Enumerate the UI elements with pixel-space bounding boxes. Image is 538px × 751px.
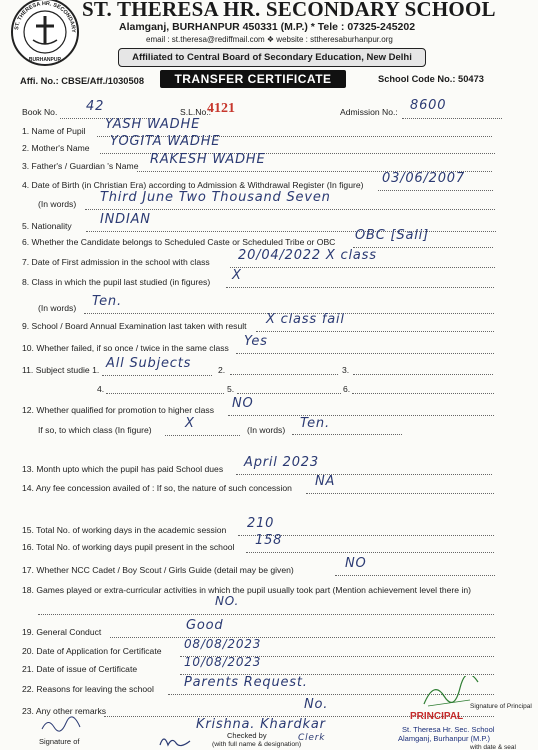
field-label: 19. General Conduct — [22, 627, 102, 637]
field-value: 10/08/2023 — [184, 655, 262, 669]
field-label: 22. Reasons for leaving the school — [22, 684, 154, 694]
school-contact: email : st.theresa@rediffmail.com ❖ website : sttheresaburhanpur.org — [146, 35, 393, 44]
promotion-in-words-label: (In words) — [247, 425, 286, 435]
field-value: Ten. — [92, 294, 122, 309]
field-value: YASH WADHE — [105, 117, 201, 132]
school-seal-logo — [9, 0, 81, 68]
promotion-in-words-value: Ten. — [300, 416, 330, 431]
field-label: 10. Whether failed, if so once / twice in the same class — [22, 343, 229, 353]
school-address: Alamganj, BURHANPUR 450331 (M.P.) * Tele : 07325-245202 — [119, 21, 416, 33]
field-value: Good — [186, 618, 224, 633]
field-value: RAKESH WADHE — [150, 152, 266, 167]
field-value: NA — [315, 474, 336, 489]
subject-2-label: 2. — [218, 365, 226, 375]
field-label: 15. Total No. of working days in the academic session — [22, 525, 227, 535]
subject-3-label: 3. — [342, 365, 350, 375]
subject-6-label: 6. — [343, 384, 351, 394]
field-value: April 2023 — [244, 455, 319, 470]
field-value: 20/04/2022 X class — [238, 248, 377, 263]
checker-name: Krishna. Khardkar — [196, 717, 326, 732]
field-value: X class fail — [266, 312, 345, 327]
field-label: 11. Subject studie 1. — [22, 365, 100, 375]
field-label: 1. Name of Pupil — [22, 126, 86, 136]
field-value: X — [185, 416, 195, 431]
field-label: 13. Month upto which the pupil has paid School dues — [22, 464, 224, 474]
field-value: NO. — [215, 594, 240, 608]
class-teacher-signature — [40, 715, 84, 735]
field-value: NO — [345, 556, 367, 571]
field-value: INDIAN — [100, 212, 151, 227]
principal-label: PRINCIPAL — [410, 711, 464, 722]
field-label: 6. Whether the Candidate belongs to Scheduled Caste or Scheduled Tribe or OBC — [22, 237, 336, 247]
field-value: Third June Two Thousand Seven — [100, 190, 331, 205]
field-value: NO — [232, 396, 254, 411]
field-label: If so, to which class (In figure) — [38, 425, 152, 435]
field-label: 2. Mother's Name — [22, 143, 90, 153]
date-seal-note: with date & seal — [470, 744, 516, 751]
field-value: 03/06/2007 — [382, 171, 465, 186]
field-label: 9. School / Board Annual Examination last taken with result — [22, 321, 247, 331]
field-value: YOGITA WADHE — [110, 134, 221, 149]
field-value: No. — [304, 697, 329, 712]
field-value: 158 — [255, 533, 283, 548]
field-label: 23. Any other remarks — [22, 706, 107, 716]
affiliation-board: Affiliated to Central Board of Secondary Education, New Delhi — [118, 48, 426, 67]
field-label: 8. Class in which the pupil last studied (in figures) — [22, 277, 211, 287]
field-label: 17. Whether NCC Cadet / Boy Scout / Girls Guide (detail may be given) — [22, 565, 294, 575]
book-no-label: Book No. — [22, 107, 58, 117]
field-label: 7. Date of First admission in the school with class — [22, 257, 210, 267]
school-name: ST. THERESA HR. SECONDARY SCHOOL — [82, 0, 496, 21]
subject-5-label: 5. — [227, 384, 235, 394]
checked-by-label: Checked by — [227, 731, 267, 740]
full-name-note: (with full name & designation) — [212, 741, 302, 748]
field-value: OBC [Sali] — [355, 228, 429, 243]
field-value: All Subjects — [106, 356, 192, 371]
field-label: 12. Whether qualified for promotion to higher class — [22, 405, 215, 415]
admission-no-label: Admission No.: — [340, 107, 398, 117]
subject-4-label: 4. — [97, 384, 105, 394]
admission-no-value: 8600 — [410, 98, 447, 113]
signature-of-label: Signature of — [39, 737, 80, 746]
principal-signature-label: Signature of Principal — [470, 703, 532, 710]
field-value: 210 — [247, 516, 275, 531]
affiliation-number: Affi. No.: CBSE/Aff./1030508 — [20, 76, 144, 86]
sl-no-value: 4121 — [207, 101, 235, 116]
school-code: School Code No.: 50473 — [378, 74, 484, 84]
field-label: 21. Date of issue of Certificate — [22, 664, 138, 674]
field-label: (In words) — [38, 199, 77, 209]
sl-no-label: S.L.No.: — [180, 107, 212, 117]
field-label: (In words) — [38, 303, 77, 313]
field-label: 4. Date of Birth (in Christian Era) according to Admission & Withdrawal Register (In figure) — [22, 180, 364, 190]
field-label: 16. Total No. of working days pupil present in the school — [22, 542, 235, 552]
field-value: 08/08/2023 — [184, 637, 262, 651]
book-no-value: 42 — [86, 99, 105, 114]
field-label: 20. Date of Application for Certificate — [22, 646, 162, 656]
field-label: 18. Games played or extra-curricular activities in which the pupil usually took part (Mention achievement level there in) — [22, 585, 471, 595]
svg-text:BURHANPUR: BURHANPUR — [28, 57, 62, 63]
principal-stamp: St. Theresa Hr. Sec. School Alamganj, Burhanpur (M.P.) — [398, 725, 495, 743]
field-value: Yes — [244, 334, 268, 349]
certificate-title: TRANSFER CERTIFICATE — [160, 70, 346, 88]
field-label: 5. Nationality — [22, 221, 72, 231]
field-label: 14. Any fee concession availed of : If so, the nature of such concession — [22, 483, 292, 493]
checker-signature — [158, 733, 192, 749]
checker-role: Clerk — [298, 733, 326, 743]
field-value: X — [232, 268, 242, 283]
field-label: 3. Father's / Guardian 's Name — [22, 161, 139, 171]
svg-text:ST. THERESA HR. SECONDARY SCHO: ST. THERESA HR. SECONDARY — [14, 0, 77, 33]
field-value: Parents Request. — [184, 675, 308, 690]
